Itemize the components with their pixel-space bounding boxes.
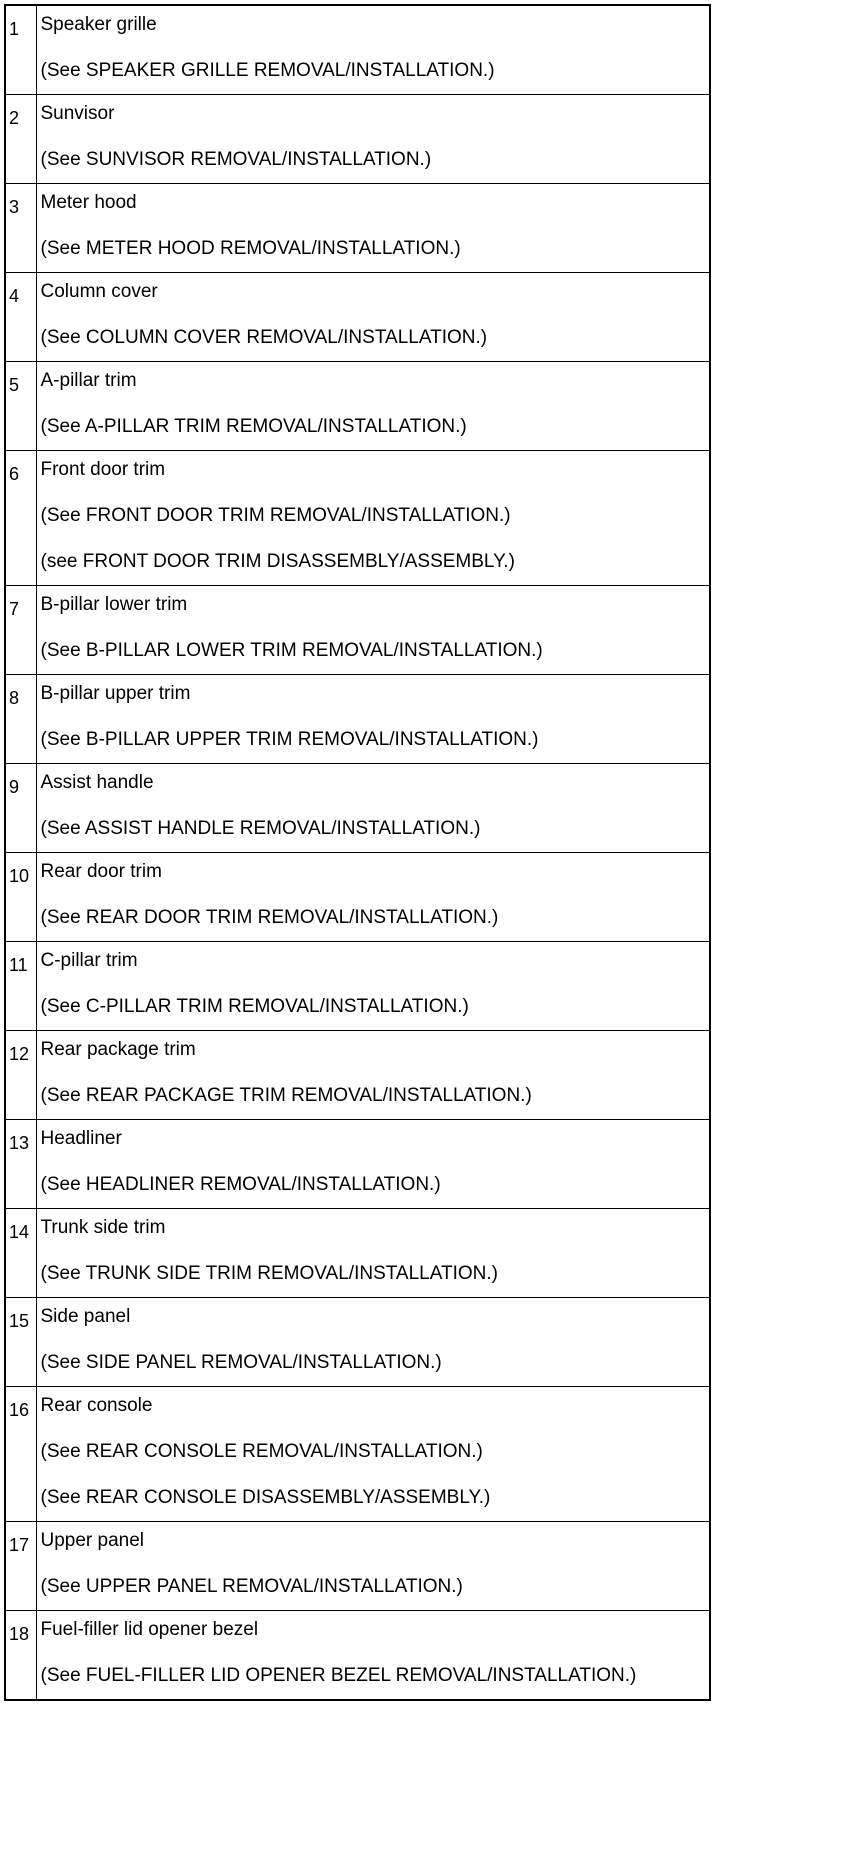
item-number: 8 bbox=[5, 675, 36, 764]
table-row bbox=[5, 942, 710, 1031]
procedure-reference: (See HEADLINER REMOVAL/INSTALLATION.) bbox=[40, 1174, 441, 1195]
table-row bbox=[5, 1611, 710, 1701]
item-content bbox=[36, 1611, 710, 1701]
item-content bbox=[36, 1387, 710, 1522]
item-number: 10 bbox=[5, 853, 36, 942]
part-name: Rear package trim bbox=[40, 1039, 196, 1060]
procedure-reference: (See REAR PACKAGE TRIM REMOVAL/INSTALLATION.) bbox=[40, 1085, 532, 1106]
table-row bbox=[5, 184, 710, 273]
item-number: 9 bbox=[5, 764, 36, 853]
item-number: 17 bbox=[5, 1522, 36, 1611]
part-name: Column cover bbox=[40, 281, 158, 302]
part-name: Speaker grille bbox=[40, 14, 157, 35]
part-name: Trunk side trim bbox=[40, 1217, 166, 1238]
procedure-reference: (See SPEAKER GRILLE REMOVAL/INSTALLATION.) bbox=[40, 60, 495, 81]
procedure-reference: (See REAR CONSOLE DISASSEMBLY/ASSEMBLY.) bbox=[40, 1487, 491, 1508]
table-row bbox=[5, 853, 710, 942]
item-number: 16 bbox=[5, 1387, 36, 1522]
item-content bbox=[36, 764, 710, 853]
item-content bbox=[36, 675, 710, 764]
parts-table-body bbox=[5, 5, 710, 1700]
part-name: Upper panel bbox=[40, 1530, 145, 1551]
part-name: Headliner bbox=[40, 1128, 122, 1149]
table-row bbox=[5, 675, 710, 764]
item-number: 2 bbox=[5, 95, 36, 184]
procedure-reference: (See FUEL-FILLER LID OPENER BEZEL REMOVAL/INSTALLATION.) bbox=[40, 1665, 637, 1686]
procedure-reference: (See B-PILLAR LOWER TRIM REMOVAL/INSTALLATION.) bbox=[40, 640, 543, 661]
item-content bbox=[36, 942, 710, 1031]
part-name: Side panel bbox=[40, 1306, 131, 1327]
item-content bbox=[36, 362, 710, 451]
item-content bbox=[36, 5, 710, 95]
part-name: Fuel-filler lid opener bezel bbox=[40, 1619, 259, 1640]
table-row bbox=[5, 1209, 710, 1298]
table-row bbox=[5, 362, 710, 451]
procedure-reference: (See B-PILLAR UPPER TRIM REMOVAL/INSTALLATION.) bbox=[40, 729, 539, 750]
item-number: 14 bbox=[5, 1209, 36, 1298]
item-number: 7 bbox=[5, 586, 36, 675]
part-name: Front door trim bbox=[40, 459, 166, 480]
part-name: B-pillar upper trim bbox=[40, 683, 191, 704]
item-number: 11 bbox=[5, 942, 36, 1031]
item-number: 5 bbox=[5, 362, 36, 451]
part-name: Assist handle bbox=[40, 772, 154, 793]
procedure-reference: (See ASSIST HANDLE REMOVAL/INSTALLATION.) bbox=[40, 818, 481, 839]
procedure-reference: (see FRONT DOOR TRIM DISASSEMBLY/ASSEMBLY.) bbox=[40, 551, 515, 572]
part-name: Rear door trim bbox=[40, 861, 162, 882]
item-content bbox=[36, 1031, 710, 1120]
table-row bbox=[5, 1031, 710, 1120]
part-name: Meter hood bbox=[40, 192, 137, 213]
procedure-reference: (See A-PILLAR TRIM REMOVAL/INSTALLATION.) bbox=[40, 416, 467, 437]
part-name: B-pillar lower trim bbox=[40, 594, 188, 615]
item-content bbox=[36, 853, 710, 942]
item-content bbox=[36, 1522, 710, 1611]
item-number: 15 bbox=[5, 1298, 36, 1387]
item-number: 4 bbox=[5, 273, 36, 362]
item-content bbox=[36, 1120, 710, 1209]
part-name: Rear console bbox=[40, 1395, 153, 1416]
item-number: 13 bbox=[5, 1120, 36, 1209]
table-row bbox=[5, 95, 710, 184]
table-row bbox=[5, 5, 710, 95]
item-number: 1 bbox=[5, 5, 36, 95]
procedure-reference: (See UPPER PANEL REMOVAL/INSTALLATION.) bbox=[40, 1576, 463, 1597]
item-content bbox=[36, 273, 710, 362]
procedure-reference: (See REAR DOOR TRIM REMOVAL/INSTALLATION.) bbox=[40, 907, 499, 928]
procedure-reference: (See SUNVISOR REMOVAL/INSTALLATION.) bbox=[40, 149, 432, 170]
item-content bbox=[36, 184, 710, 273]
procedure-reference: (See C-PILLAR TRIM REMOVAL/INSTALLATION.) bbox=[40, 996, 469, 1017]
table-row bbox=[5, 1522, 710, 1611]
table-row bbox=[5, 1120, 710, 1209]
item-content bbox=[36, 451, 710, 586]
procedure-reference: (See TRUNK SIDE TRIM REMOVAL/INSTALLATION.) bbox=[40, 1263, 498, 1284]
item-content bbox=[36, 95, 710, 184]
procedure-reference: (See METER HOOD REMOVAL/INSTALLATION.) bbox=[40, 238, 461, 259]
procedure-reference: (See COLUMN COVER REMOVAL/INSTALLATION.) bbox=[40, 327, 488, 348]
part-name: A-pillar trim bbox=[40, 370, 137, 391]
item-number: 12 bbox=[5, 1031, 36, 1120]
procedure-reference: (See SIDE PANEL REMOVAL/INSTALLATION.) bbox=[40, 1352, 442, 1373]
part-name: C-pillar trim bbox=[40, 950, 138, 971]
parts-table bbox=[4, 4, 711, 1701]
part-name: Sunvisor bbox=[40, 103, 115, 124]
table-row bbox=[5, 586, 710, 675]
table-row bbox=[5, 451, 710, 586]
item-number: 6 bbox=[5, 451, 36, 586]
item-content bbox=[36, 1209, 710, 1298]
item-content bbox=[36, 586, 710, 675]
item-number: 3 bbox=[5, 184, 36, 273]
procedure-reference: (See FRONT DOOR TRIM REMOVAL/INSTALLATION.) bbox=[40, 505, 511, 526]
item-number: 18 bbox=[5, 1611, 36, 1701]
procedure-reference: (See REAR CONSOLE REMOVAL/INSTALLATION.) bbox=[40, 1441, 483, 1462]
table-row bbox=[5, 1387, 710, 1522]
table-row bbox=[5, 764, 710, 853]
table-row bbox=[5, 273, 710, 362]
table-row bbox=[5, 1298, 710, 1387]
item-content bbox=[36, 1298, 710, 1387]
